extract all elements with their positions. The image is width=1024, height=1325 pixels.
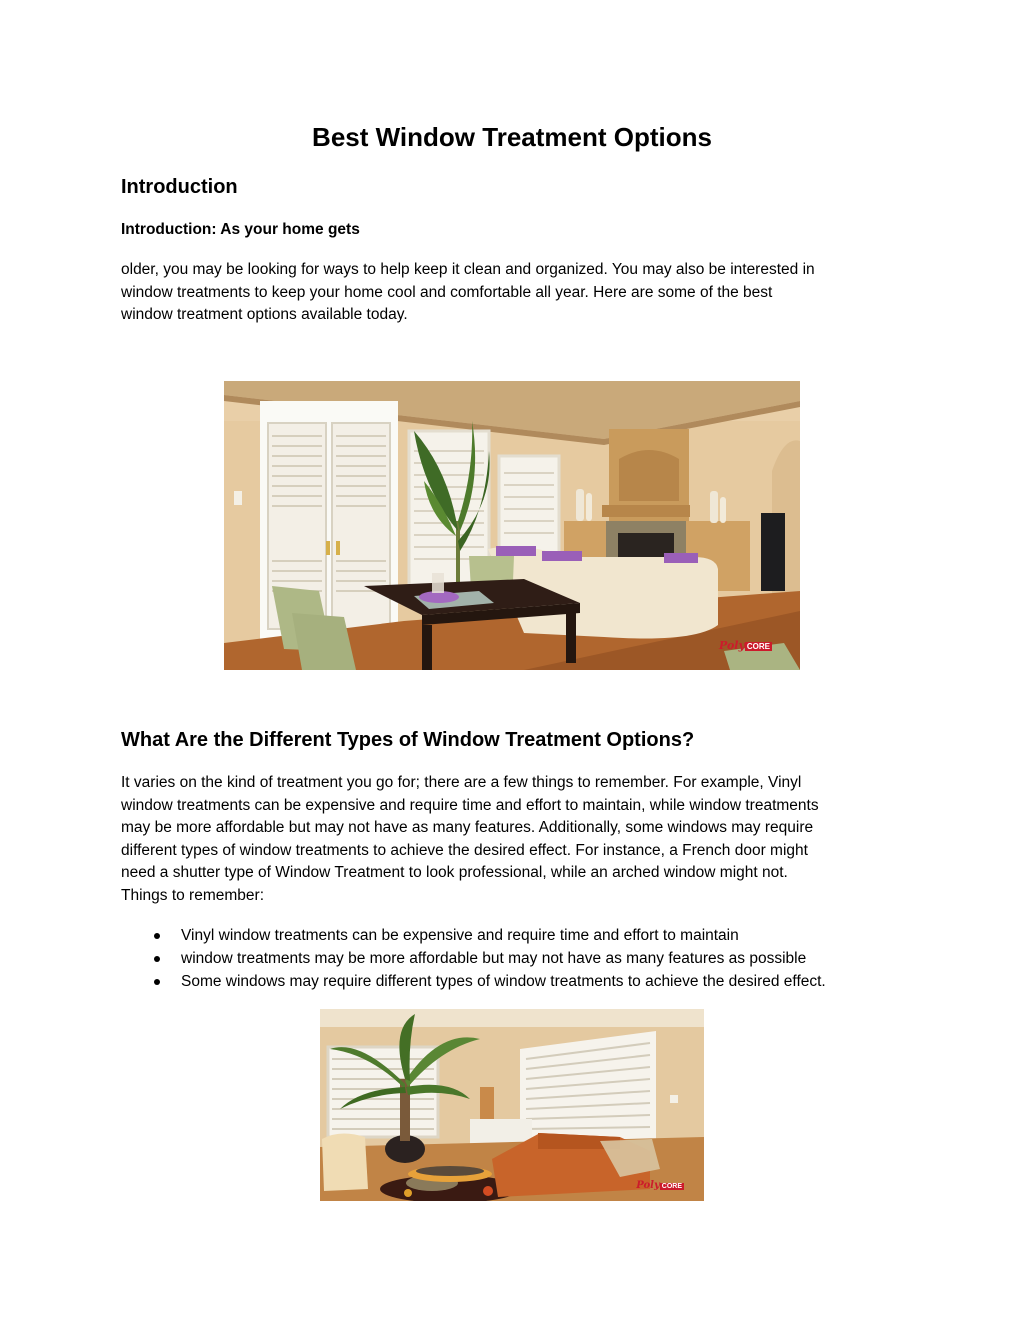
bullet-icon (154, 979, 160, 985)
types-line: may be more affordable but may not have as many features. Additionally, some windows may require (121, 819, 814, 836)
living-room-photo (224, 381, 800, 670)
bullet-icon (154, 933, 160, 939)
intro-heading: Introduction (121, 176, 238, 198)
polycore-logo: Poly CORE (718, 639, 770, 652)
types-line: different types of window treatments to achieve the desired effect. For instance, a French door might (121, 841, 808, 859)
sitting-room-illustration (320, 1009, 704, 1201)
types-heading: What Are the Different Types of Window Treatment Options? (121, 729, 695, 751)
intro-line: window treatments to keep your home cool and comfortable all year. Here are some of the best (121, 283, 773, 301)
page-title: Best Window Treatment Options (312, 122, 712, 152)
types-line: It varies on the kind of treatment you go for; there are a few things to remember. For example, Vinyl (121, 774, 802, 791)
list-item (121, 970, 921, 993)
types-line: need a shutter type of Window Treatment to look professional, while an arched window might not. (121, 864, 788, 881)
types-line: Things to remember: (121, 886, 264, 904)
list-item-text: Vinyl window treatments can be expensive and require time and effort to maintain (181, 927, 739, 944)
list-item (121, 947, 921, 970)
types-line: window treatments can be expensive and require time and effort to maintain, while window treatments (121, 796, 819, 814)
list-item-text: Some windows may require different types of window treatments to achieve the desired effect. (181, 973, 826, 990)
living-room-illustration (224, 381, 800, 670)
polycore-logo: Poly CORE (636, 1180, 682, 1191)
sitting-room-photo (320, 1009, 704, 1201)
intro-bold-line: Introduction: As your home gets (121, 221, 360, 238)
list-item-text: window treatments may be more affordable but may not have as many features as possible (181, 950, 807, 967)
intro-line: window treatment options available today. (121, 306, 408, 323)
types-paragraph (121, 772, 921, 907)
intro-paragraph (121, 259, 911, 327)
intro-line: older, you may be looking for ways to help keep it clean and organized. You may also be interested in (121, 261, 815, 278)
bullet-icon (154, 956, 160, 962)
list-item (121, 924, 921, 947)
bullet-list (121, 924, 921, 993)
